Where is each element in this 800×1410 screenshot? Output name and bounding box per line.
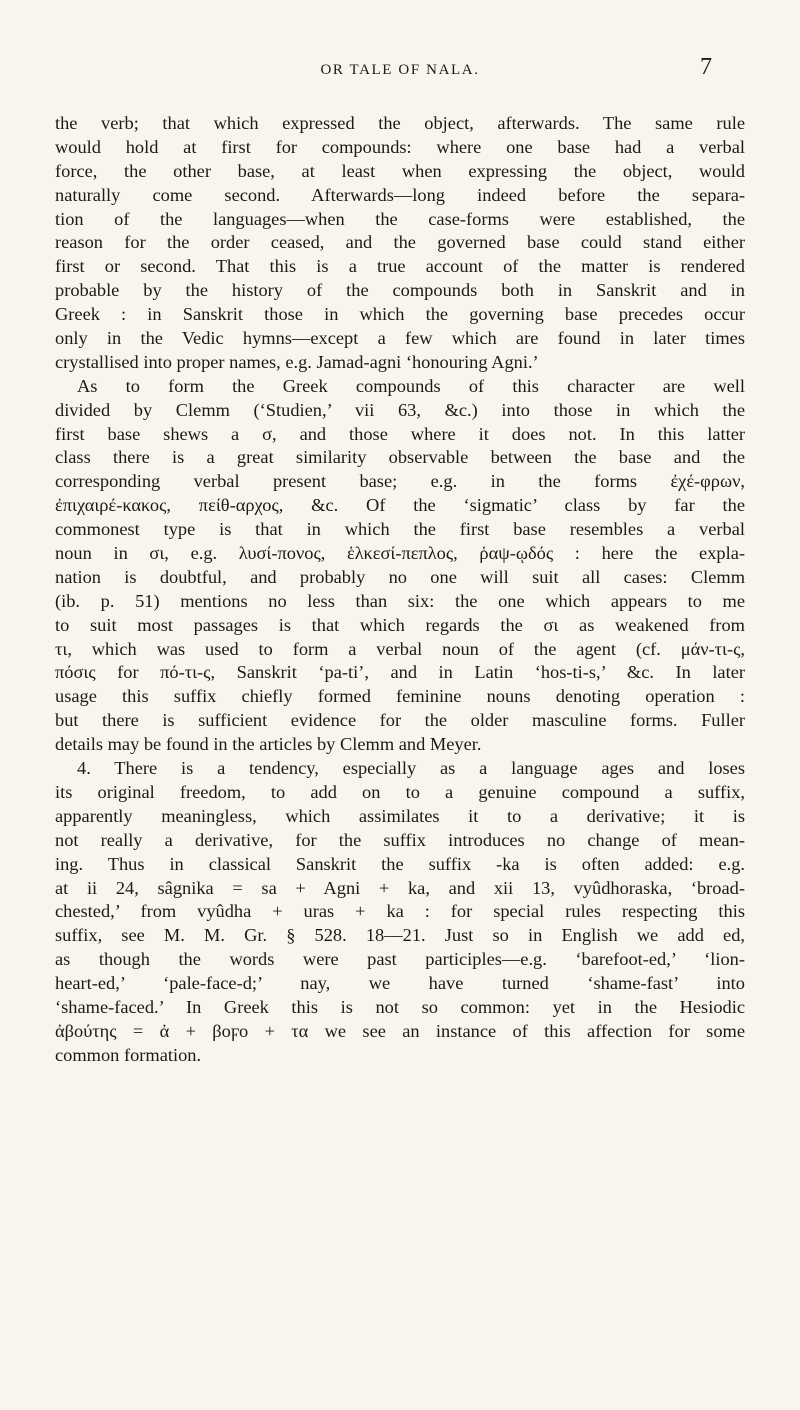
text-line: πόσις for πό-τι-ς, Sanskrit ‘pa-ti’, and in Latin ‘hos-ti-s,’ &c. In later bbox=[55, 662, 745, 683]
text-line: only in the Vedic hymns—except a few which are found in later times bbox=[55, 328, 745, 349]
page-number: 7 bbox=[700, 54, 712, 80]
text-line: to suit most passages is that which regards the σι as weakened from bbox=[55, 614, 745, 635]
text-line: tion of the languages—when the case-forms were established, the bbox=[55, 208, 745, 229]
text-line: (ib. p. 51) mentions no less than six: the one which appears to me bbox=[55, 590, 745, 611]
text-line: chested,’ from vyûdha + uras + ka : for special rules respecting this bbox=[55, 901, 745, 922]
text-line: ‘shame-faced.’ In Greek this is not so common: yet in the Hesiodic bbox=[55, 996, 745, 1017]
text-line: as though the words were past participles—e.g. ‘barefoot-ed,’ ‘lion- bbox=[55, 949, 745, 970]
text-line: commonest type is that in which the first base resembles a verbal bbox=[55, 519, 745, 540]
text-line: at ii 24, sâgnika = sa + Agni + ka, and xii 13, vyûdhoraska, ‘broad- bbox=[55, 877, 745, 898]
text-line: apparently meaningless, which assimilates it to a derivative; it is bbox=[55, 805, 745, 826]
page-header bbox=[0, 50, 800, 90]
text-line: first or second. That this is a true account of the matter is rendered bbox=[55, 256, 745, 277]
text-line: noun in σι, e.g. λυσί-πονος, ἑλκεσί-πεπλος, ῥαψ-ῳδός : here the expla- bbox=[55, 543, 745, 564]
text-line: naturally come second. Afterwards—long indeed before the separa- bbox=[55, 184, 745, 205]
text-line: common formation. bbox=[55, 1044, 202, 1065]
text-line: corresponding verbal present base; e.g. in the forms ἐχέ-φρων, bbox=[55, 471, 745, 492]
text-line: probable by the history of the compounds both in Sanskrit and in bbox=[55, 280, 745, 301]
text-line: heart-ed,’ ‘pale-face-d;’ nay, we have turned ‘shame-fast’ into bbox=[55, 973, 745, 994]
text-line: first base shews a σ, and those where it does not. In this latter bbox=[55, 423, 745, 444]
text-line: reason for the order ceased, and the governed base could stand either bbox=[55, 232, 745, 253]
text-line: its original freedom, to add on to a genuine compound a suffix, bbox=[55, 781, 745, 802]
text-line: but there is sufficient evidence for the older masculine forms. Fuller bbox=[55, 710, 745, 731]
text-line: force, the other base, at least when expressing the object, would bbox=[55, 160, 745, 181]
text-line: 4. There is a tendency, especially as a language ages and loses bbox=[77, 758, 745, 779]
text-line: suffix, see M. M. Gr. § 528. 18—21. Just so in English we add ed, bbox=[55, 925, 745, 946]
text-line: the verb; that which expressed the object, afterwards. The same rule bbox=[55, 113, 745, 133]
text-line: ἀβούτης = ἀ + βοϝο + τα we see an instance of this affection for some bbox=[55, 1020, 745, 1041]
text-line: nation is doubtful, and probably no one will suit all cases: Clemm bbox=[55, 566, 745, 587]
text-line: divided by Clemm (‘Studien,’ vii 63, &c.) into those in which the bbox=[55, 399, 745, 420]
text-line: would hold at first for compounds: where one base had a verbal bbox=[55, 136, 745, 157]
text-line: usage this suffix chiefly formed feminine nouns denoting operation : bbox=[55, 686, 745, 707]
text-line: Greek : in Sanskrit those in which the governing base precedes occur bbox=[55, 304, 745, 325]
body-text bbox=[55, 112, 745, 1068]
text-line: ἐπιχαιρέ-κακος, πείθ-αρχος, &c. Of the ‘sigmatic’ class by far the bbox=[55, 495, 745, 516]
text-line: not really a derivative, for the suffix introduces no change of mean- bbox=[55, 829, 745, 850]
running-head: OR TALE OF NALA. bbox=[320, 62, 480, 78]
text-line: crystallised into proper names, e.g. Jamad-agni ‘honouring Agni.’ bbox=[55, 351, 539, 372]
text-line: ing. Thus in classical Sanskrit the suffix -ka is often added: e.g. bbox=[55, 853, 745, 874]
text-line: As to form the Greek compounds of this character are well bbox=[77, 375, 745, 396]
text-line: details may be found in the articles by Clemm and Meyer. bbox=[55, 734, 482, 755]
text-line: τι, which was used to form a verbal noun of the agent (cf. μάν-τι-ς, bbox=[55, 638, 745, 659]
text-line: class there is a great similarity observable between the base and the bbox=[55, 447, 745, 468]
